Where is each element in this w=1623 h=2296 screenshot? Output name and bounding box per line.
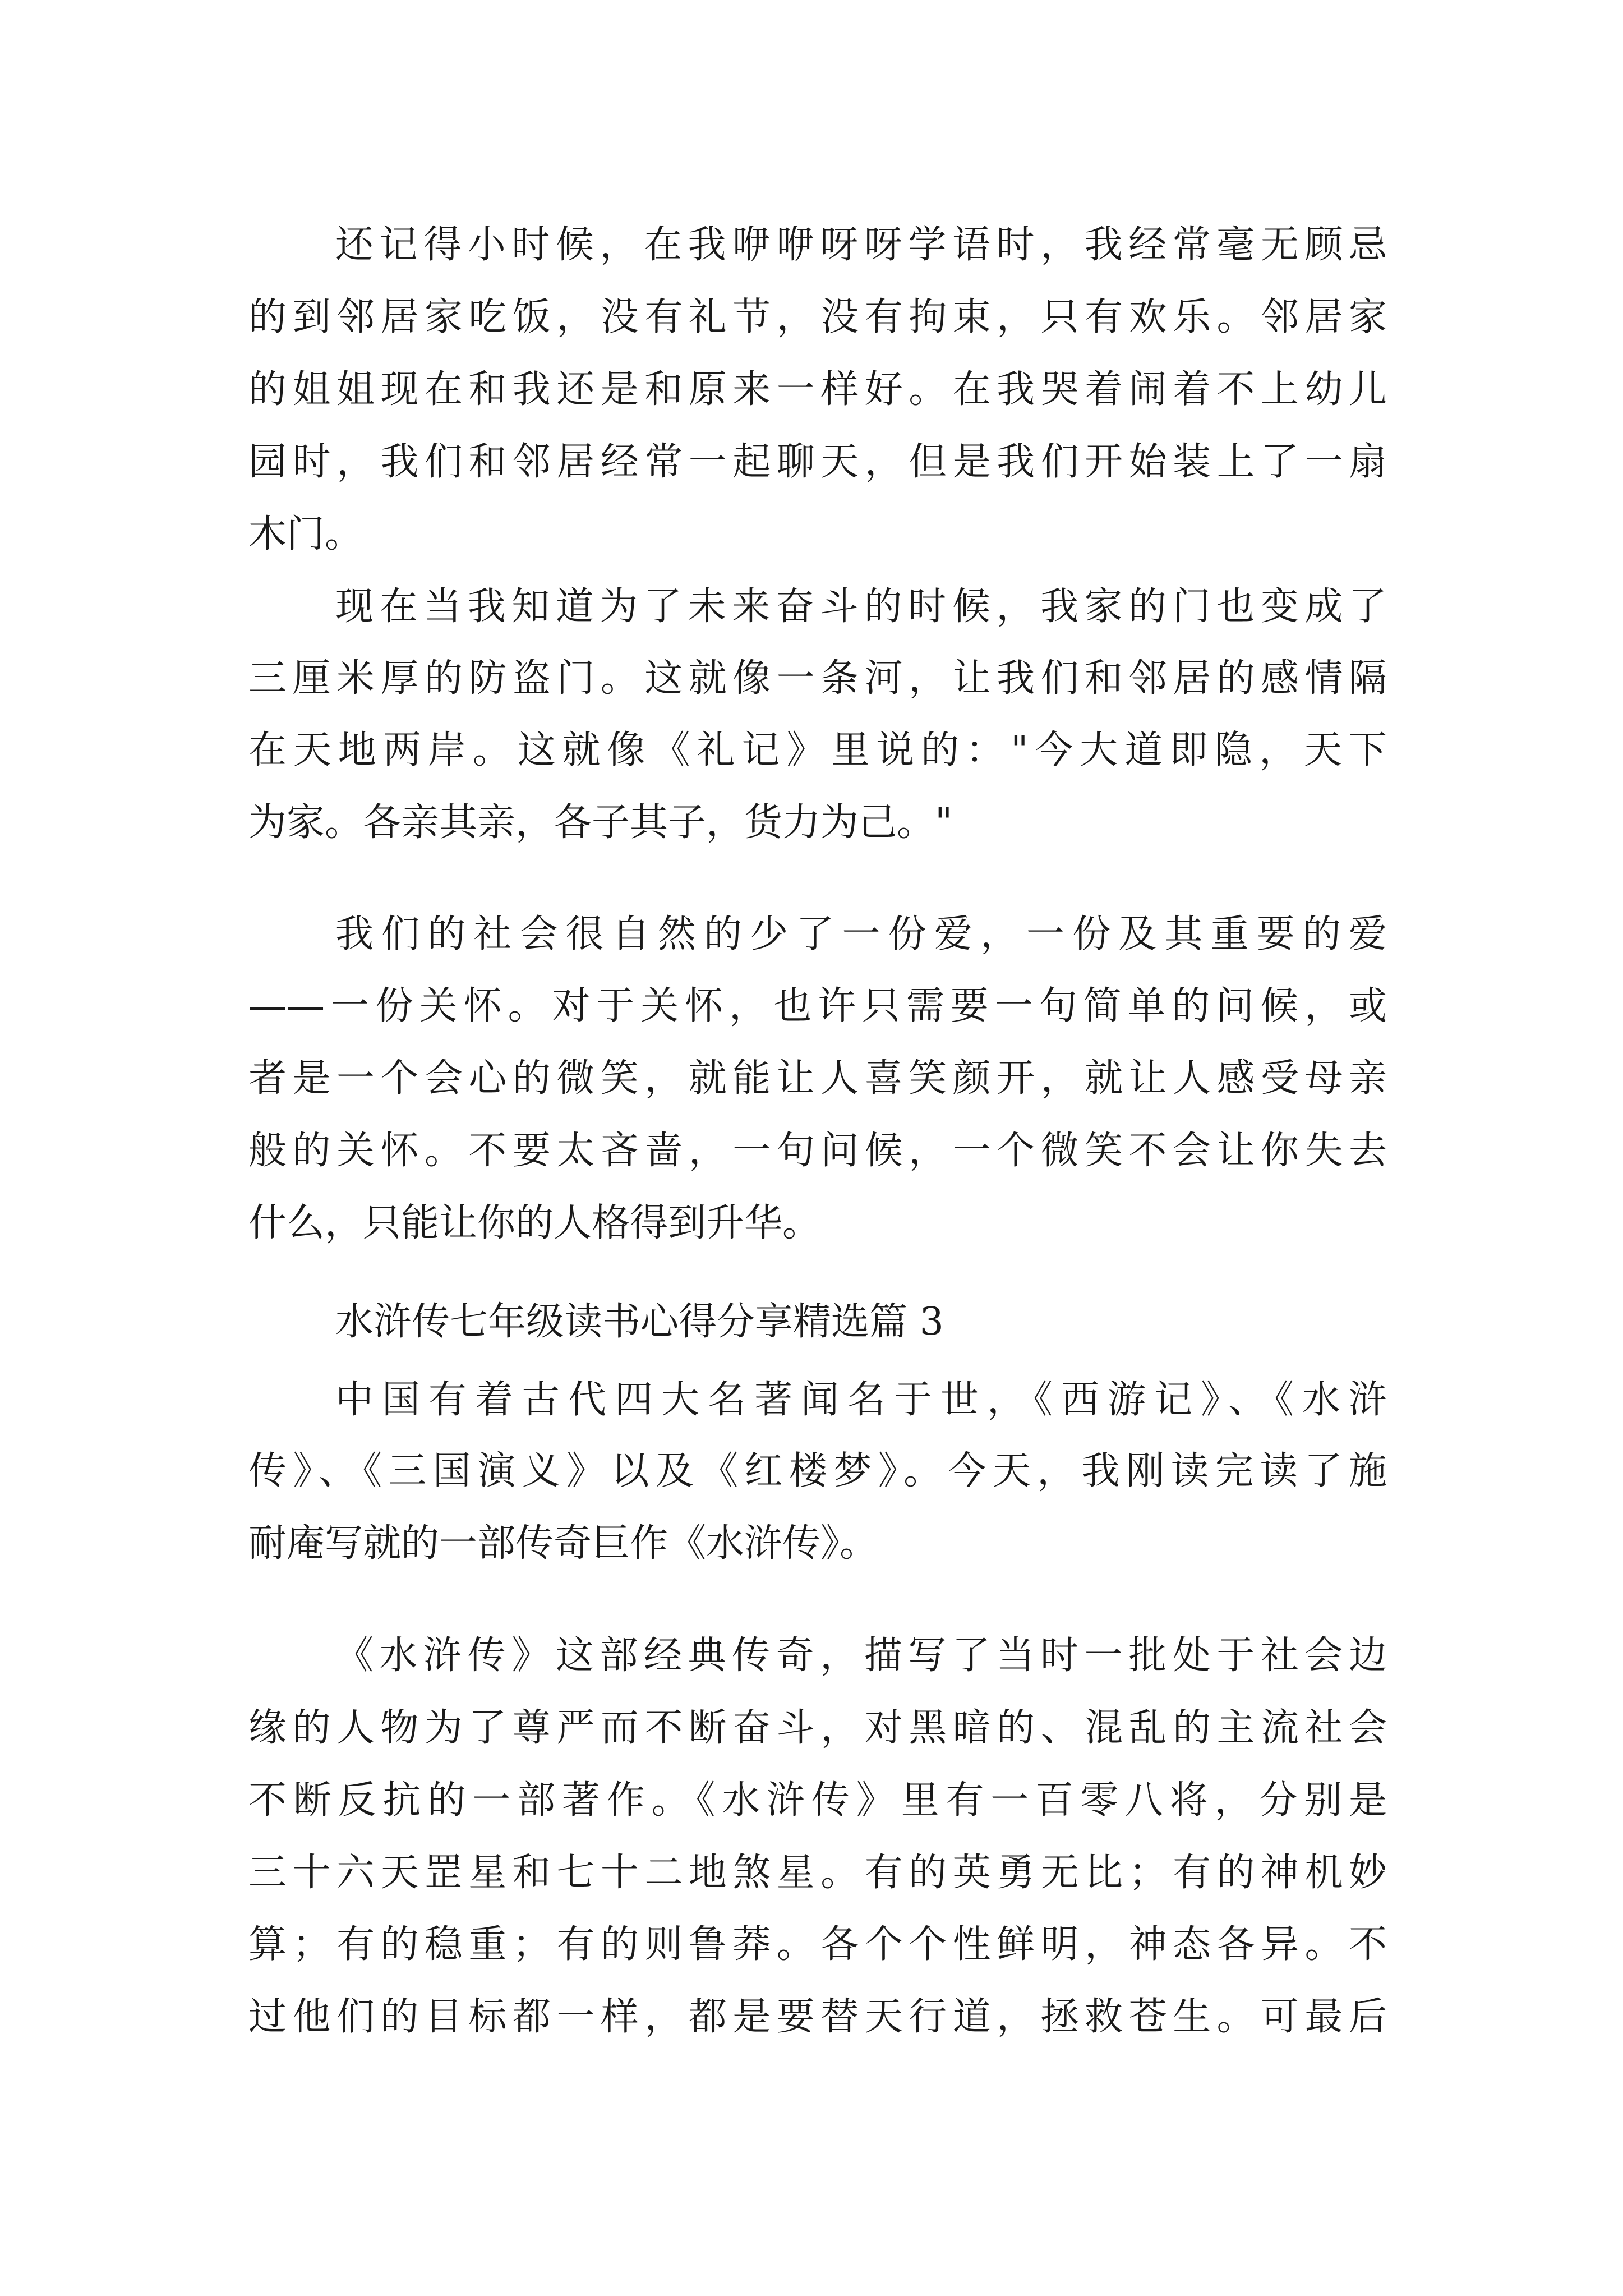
text-line-12: 者是一个会心的微笑，就能让人喜笑颜开，就让人感受母亲 — [248, 1056, 1387, 1101]
text-line-24: 过他们的目标都一样，都是要替天行道，拯救苍生。可最后 — [248, 1995, 1387, 2039]
text-line-17: 传》、《三国演义》以及《红楼梦》。今天，我刚读完读了施 — [248, 1449, 1387, 1493]
text-line-9: 为家。各亲其亲，各子其子，货力为己。" — [248, 800, 953, 845]
text-line-19: 《水浒传》这部经典传奇，描写了当时一批处于社会边 — [335, 1634, 1387, 1678]
text-line-18: 耐庵写就的一部传奇巨作《水浒传》。 — [248, 1521, 878, 1566]
text-line-6: 现在当我知道为了未来奋斗的时候，我家的门也变成了 — [335, 585, 1387, 629]
section-heading: 水浒传七年级读书心得分享精选篇 3 — [335, 1300, 944, 1344]
text-line-2: 的到邻居家吃饭，没有礼节，没有拘束，只有欢乐。邻居家 — [248, 295, 1387, 339]
text-line-10: 我们的社会很自然的少了一份爱，一份及其重要的爱 — [335, 912, 1387, 956]
text-line-11: ——一份关怀。对于关怀，也许只需要一句简单的问候，或 — [248, 984, 1387, 1028]
text-line-3: 的姐姐现在和我还是和原来一样好。在我哭着闹着不上幼儿 — [248, 367, 1387, 412]
text-line-20: 缘的人物为了尊严而不断奋斗，对黑暗的、混乱的主流社会 — [248, 1706, 1387, 1750]
text-line-23: 算；有的稳重；有的则鲁莽。各个个性鲜明，神态各异。不 — [248, 1922, 1387, 1967]
text-line-7: 三厘米厚的防盗门。这就像一条河，让我们和邻居的感情隔 — [248, 656, 1387, 701]
text-line-5: 木门。 — [248, 512, 363, 556]
text-line-8: 在天地两岸。这就像《礼记》里说的："今大道即隐，天下 — [248, 728, 1387, 772]
text-line-22: 三十六天罡星和七十二地煞星。有的英勇无比；有的神机妙 — [248, 1851, 1387, 1895]
text-line-16: 中国有着古代四大名著闻名于世，《西游记》、《水浒 — [335, 1378, 1387, 1422]
text-line-4: 园时，我们和邻居经常一起聊天，但是我们开始装上了一扇 — [248, 440, 1387, 484]
text-line-1: 还记得小时候，在我咿咿呀呀学语时，我经常毫无顾忌 — [335, 223, 1387, 267]
text-line-21: 不断反抗的一部著作。《水浒传》里有一百零八将，分别是 — [248, 1778, 1387, 1823]
text-line-14: 什么，只能让你的人格得到升华。 — [248, 1201, 821, 1245]
text-line-13: 般的关怀。不要太吝啬，一句问候，一个微笑不会让你失去 — [248, 1129, 1387, 1173]
